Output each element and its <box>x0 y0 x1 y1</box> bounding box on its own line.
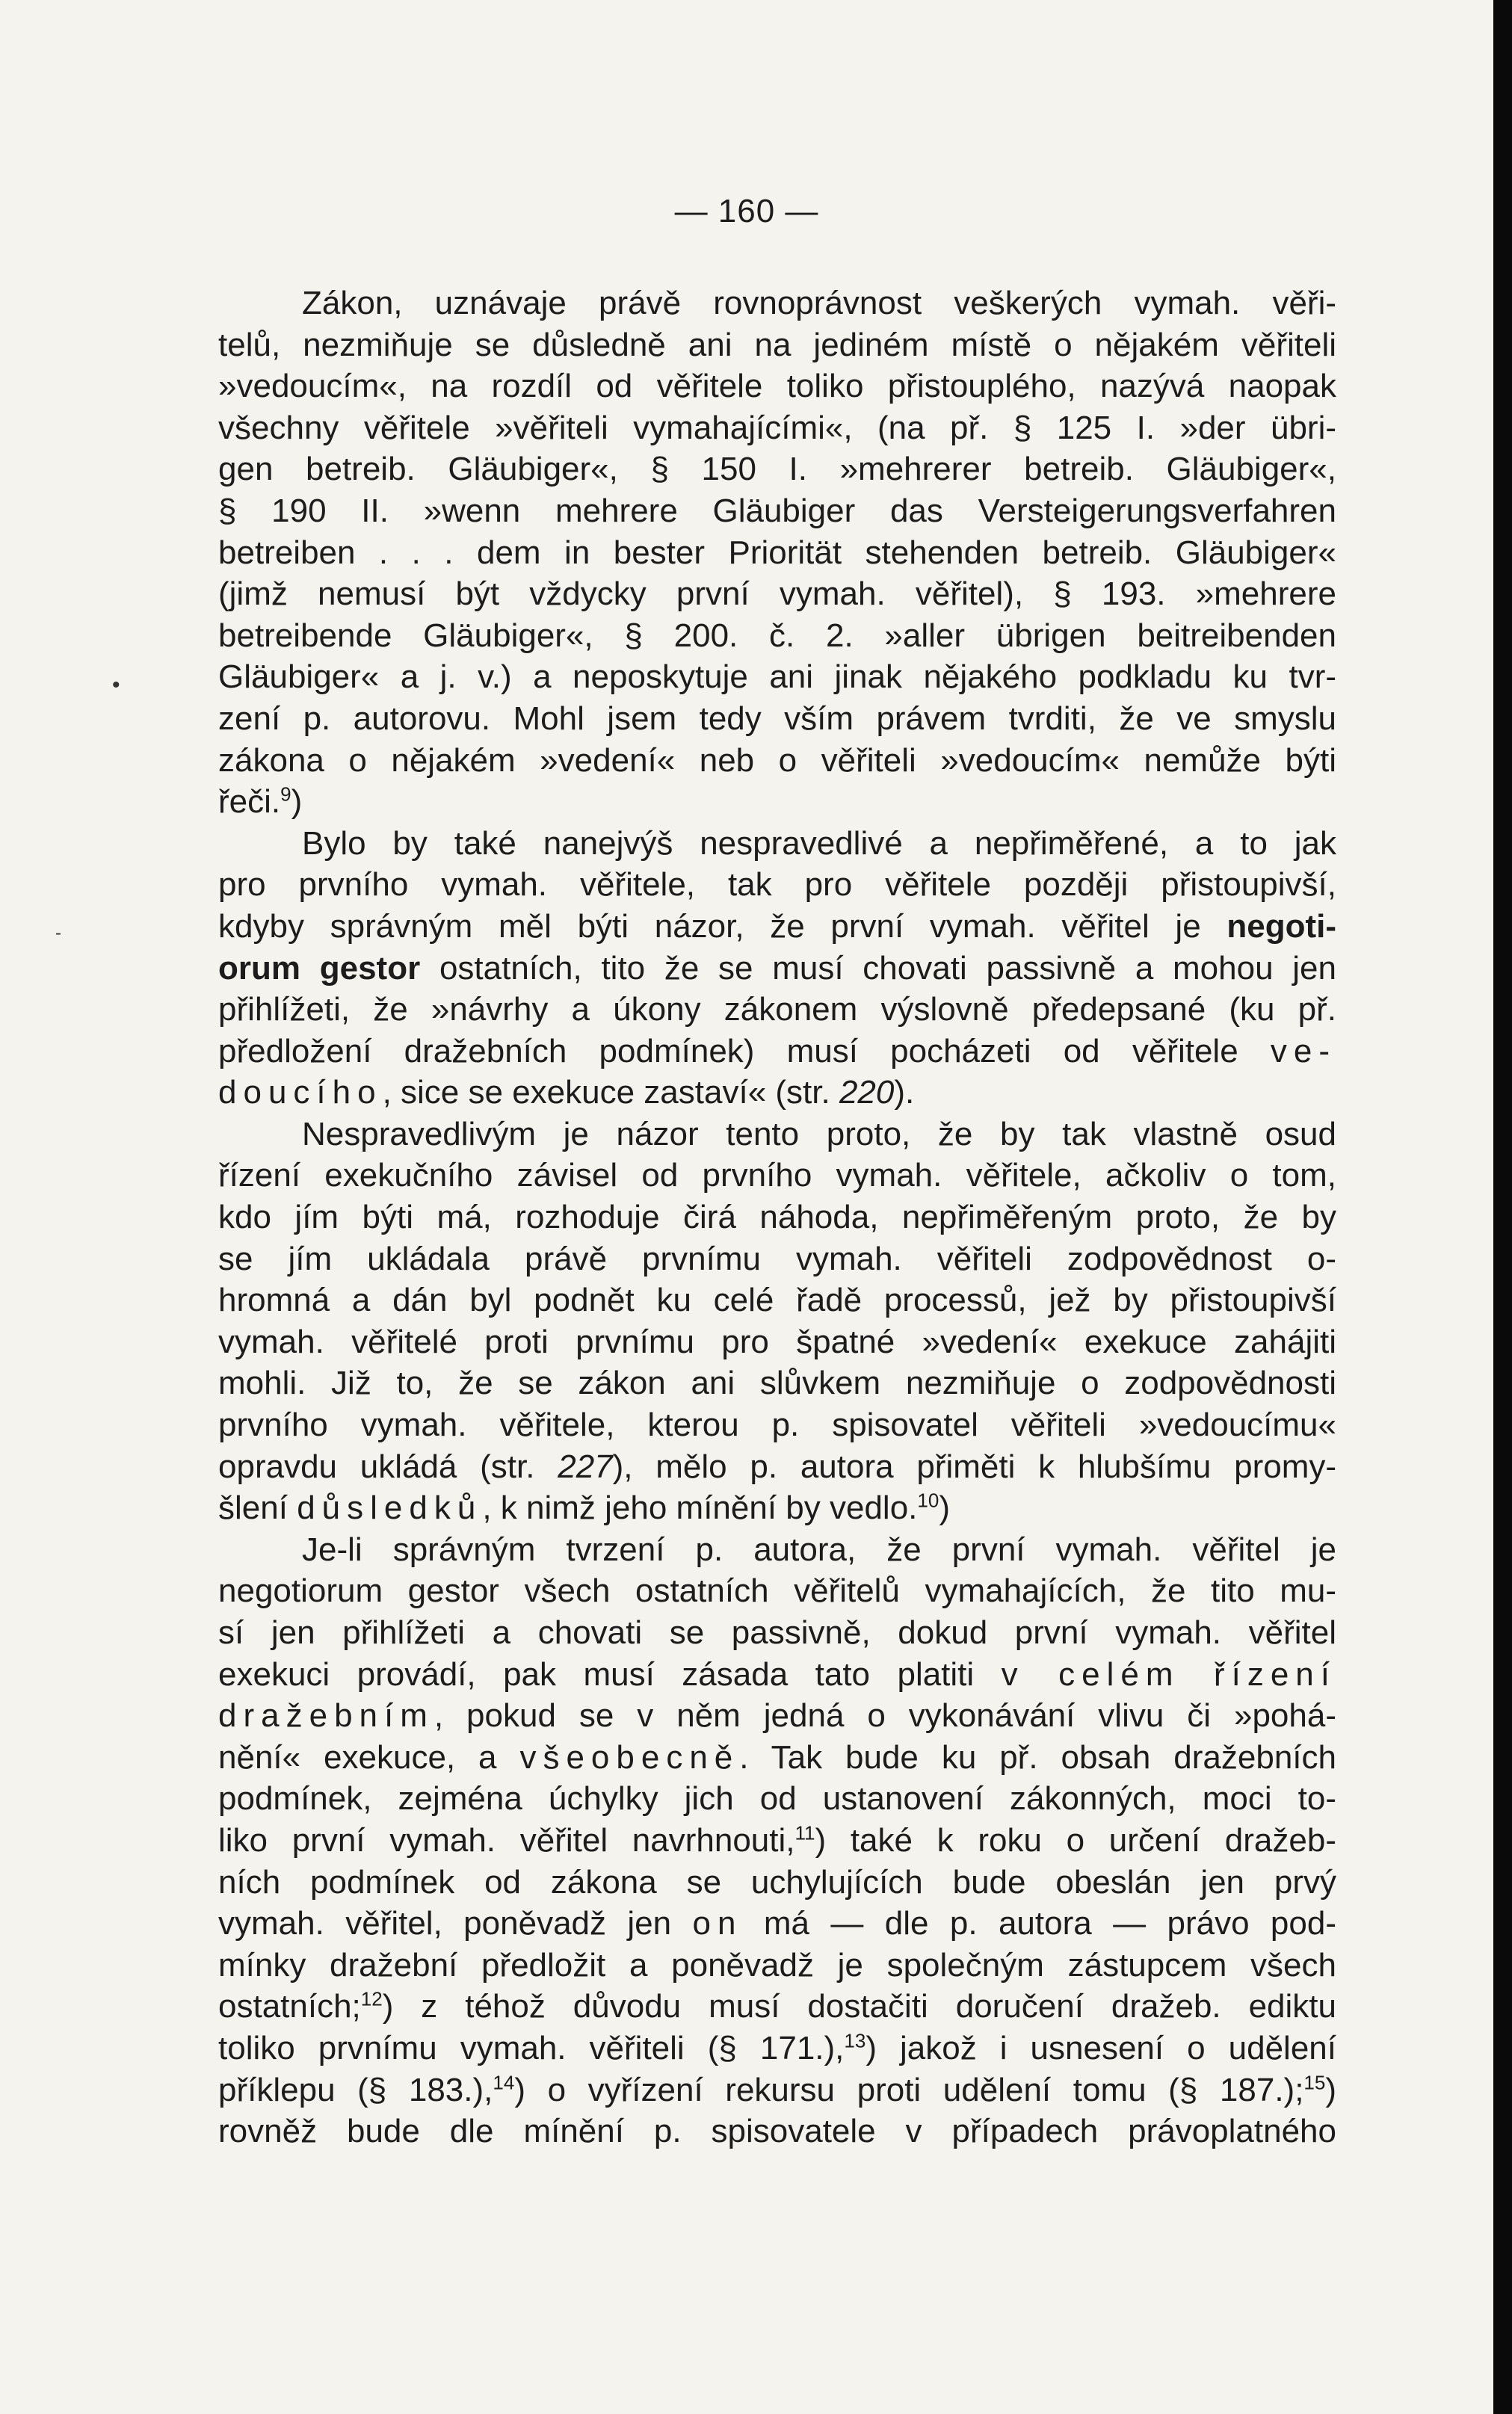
text-run: , k nimž jeho mínění by vedlo. <box>482 1490 918 1527</box>
text-line: § 190 II. »wenn mehrere Gläubiger das Versteigerungsverfahren <box>218 492 1336 529</box>
text-line: Gläubiger« a j. v.) a neposkytuje ani jinak nějakého podkladu ku tvr- <box>218 658 1336 696</box>
text-run: ) z téhož důvodu musí dostačiti doručení dražeb. ediktu <box>382 1988 1336 2025</box>
spaced-word: dražebním <box>218 1697 434 1735</box>
text-line: telů, nezmiňuje se důsledně ani na jediném místě o nějakém věřiteli <box>218 326 1336 363</box>
page-reference: 220 <box>839 1074 895 1111</box>
text-line <box>218 1031 1336 1072</box>
text-run: , sice se exekuce zastaví« (str. <box>382 1074 830 1111</box>
spaced-word: všeobecně <box>519 1738 740 1776</box>
text-line: Nespravedlivým je názor tento proto, že by tak vlastně osud <box>302 1115 1336 1152</box>
footnote-marker: 9 <box>280 782 291 806</box>
text-line: podmínek, zejména úchylky jich od ustanovení zákonných, moci to- <box>218 1780 1336 1818</box>
text-run: ) <box>939 1490 950 1527</box>
text-run: ostatních, tito že se musí chovati passivně a mohou jen <box>439 949 1336 987</box>
text-line: gen betreib. Gläubiger«, § 150 I. »mehrerer betreib. Gläubiger«, <box>218 451 1336 488</box>
text-line <box>218 1903 1336 1945</box>
text-line <box>218 1820 1336 1862</box>
text-line: Zákon, uznávaje právě rovnoprávnost veškerých vymah. věři- <box>302 285 1336 321</box>
text-run: liko první vymah. věřitel navrhnouti, <box>218 1821 795 1859</box>
text-line: pro prvního vymah. věřitele, tak pro věřitele později přistoupivší, <box>218 866 1336 904</box>
spaced-word: on <box>692 1905 743 1942</box>
text-run: kdyby správným měl býti názor, že první vymah. věřitel je <box>218 907 1201 945</box>
text-line <box>218 948 1336 990</box>
text-run: , pokud se v něm jedná o vykonávání vlivu či »pohá- <box>433 1697 1336 1735</box>
text-line <box>218 1072 1336 1114</box>
spaced-word: důsledků <box>297 1490 483 1527</box>
text-run: ostatních; <box>218 1988 361 2025</box>
text-line: mínky dražební předložit a poněvadž je společným zástupcem všech <box>218 1946 1336 1984</box>
text-run: šlení <box>218 1490 288 1527</box>
text-run: předložení dražebních podmínek) musí pocházeti od věřitele <box>218 1032 1238 1069</box>
text-line: přihlížeti, že »návrhy a úkony zákonem výslovně předepsané (ku př. <box>218 991 1336 1028</box>
page-number: — 160 — <box>674 193 819 229</box>
text-line: Je-li správným tvrzení p. autora, že první vymah. věřitel je <box>302 1531 1336 1568</box>
text-run: příklepu (§ 183.), <box>218 2071 493 2108</box>
bold-term: orum gestor <box>218 949 421 987</box>
text-run: opravdu ukládá (str. <box>218 1448 535 1485</box>
margin-dot: • <box>112 673 120 697</box>
text-line: mohli. Již to, že se zákon ani slůvkem nezmiňuje o zodpovědnosti <box>218 1365 1336 1402</box>
spaced-word: v celém řízení <box>1001 1655 1336 1693</box>
text-line <box>218 906 1336 948</box>
text-run: ). <box>894 1074 915 1111</box>
text-line <box>218 1446 1336 1488</box>
text-run: toliko prvnímu vymah. věřiteli (§ 171.), <box>218 2029 845 2066</box>
text-line <box>218 1695 1336 1737</box>
text-line: prvního vymah. věřitele, kterou p. spisovatel věřiteli »vedoucímu« <box>218 1407 1336 1444</box>
scan-border <box>1493 0 1512 2414</box>
text-line: řízení exekučního závisel od prvního vymah. věřitele, ačkoliv o tom, <box>218 1157 1336 1194</box>
text-line: ních podmínek od zákona se uchylujících bude obeslán jen prvý <box>218 1863 1336 1901</box>
text-line: Bylo by také nanejvýš nespravedlivé a nepřiměřené, a to jak <box>302 824 1336 862</box>
footnote-marker: 12 <box>360 1987 383 2010</box>
text-line: rovněž bude dle mínění p. spisovatele v případech právoplatného <box>218 2113 1336 2150</box>
footnote-marker: 11 <box>794 1821 815 1845</box>
text-line: se jím ukládala právě prvnímu vymah. věřiteli zodpovědnost o- <box>218 1240 1336 1277</box>
text-run: má — dle p. autora — právo pod- <box>763 1905 1336 1942</box>
page-reference: 227 <box>558 1448 613 1485</box>
text-run: řeči. <box>218 783 281 821</box>
footnote-marker: 13 <box>844 2029 866 2052</box>
text-line: (jimž nemusí být vždycky první vymah. věřitel), § 193. »mehrere <box>218 575 1336 613</box>
text-run: ) jakož i usnesení o udělení <box>865 2029 1336 2066</box>
text-line <box>218 781 1336 823</box>
text-line: všechny věřitele »věřiteli vymahajícími«, (na př. § 125 I. »der übri- <box>218 409 1336 446</box>
text-line <box>218 2069 1336 2111</box>
text-run: . Tak bude ku př. obsah dražebních <box>739 1738 1336 1776</box>
text-line <box>218 1737 1336 1779</box>
text-run: vymah. věřitel, poněvadž jen <box>218 1905 672 1942</box>
paragraph-3 <box>218 1114 1336 1529</box>
text-run: nění« exekuce, a <box>218 1738 497 1776</box>
text-line <box>218 1654 1336 1696</box>
text-run: ) o vyřízení rekursu proti udělení tomu (§ 187.); <box>514 2071 1304 2108</box>
text-line: negotiorum gestor všech ostatních věřitelů vymahajících, že tito mu- <box>218 1572 1336 1610</box>
text-line: betreiben . . . dem in bester Priorität stehenden betreib. Gläubiger« <box>218 534 1336 571</box>
text-line <box>218 1487 1336 1529</box>
text-run: ) <box>291 783 303 821</box>
bold-term: negoti- <box>1226 907 1336 945</box>
margin-dash: - <box>55 923 61 943</box>
paragraph-2 <box>218 823 1336 1114</box>
text-line: zení p. autorovu. Mohl jsem tedy vším právem tvrditi, že ve smyslu <box>218 700 1336 737</box>
text-line: vymah. věřitelé proti prvnímu pro špatné »vedení« exekuce zahájiti <box>218 1323 1336 1360</box>
text-line: sí jen přihlížeti a chovati se passivně, dokud první vymah. věřitel <box>218 1614 1336 1651</box>
text-line: betreibende Gläubiger«, § 200. č. 2. »aller übrigen beitreibenden <box>218 617 1336 654</box>
spaced-word: doucího <box>218 1074 383 1111</box>
text-line: zákona o nějakém »vedení« neb o věřiteli »vedoucím« nemůže býti <box>218 741 1336 779</box>
paragraph-4 <box>218 1529 1336 2152</box>
text-run: exekuci provádí, pak musí zásada tato platiti <box>218 1655 975 1693</box>
text-line: kdo jím býti má, rozhoduje čirá náhoda, nepřiměřeným proto, že by <box>218 1199 1336 1236</box>
text-line <box>218 2028 1336 2069</box>
footnote-marker: 15 <box>1303 2070 1326 2093</box>
footnote-marker: 10 <box>917 1489 939 1512</box>
text-run: ) <box>1325 2071 1336 2108</box>
text-run: ) také k roku o určení dražeb- <box>815 1821 1336 1859</box>
text-run: ), mělo p. autora přiměti k hlubšímu promy- <box>612 1448 1336 1485</box>
paragraph-1 <box>218 283 1336 823</box>
footnote-marker: 14 <box>493 2070 515 2093</box>
spaced-word: ve- <box>1270 1032 1337 1069</box>
text-line: hromná a dán byl podnět ku celé řadě processů, jež by přistoupivší <box>218 1282 1336 1319</box>
body-text <box>218 283 1336 2152</box>
text-line <box>218 1986 1336 2028</box>
text-line: »vedoucím«, na rozdíl od věřitele toliko přistouplého, nazývá naopak <box>218 368 1336 405</box>
